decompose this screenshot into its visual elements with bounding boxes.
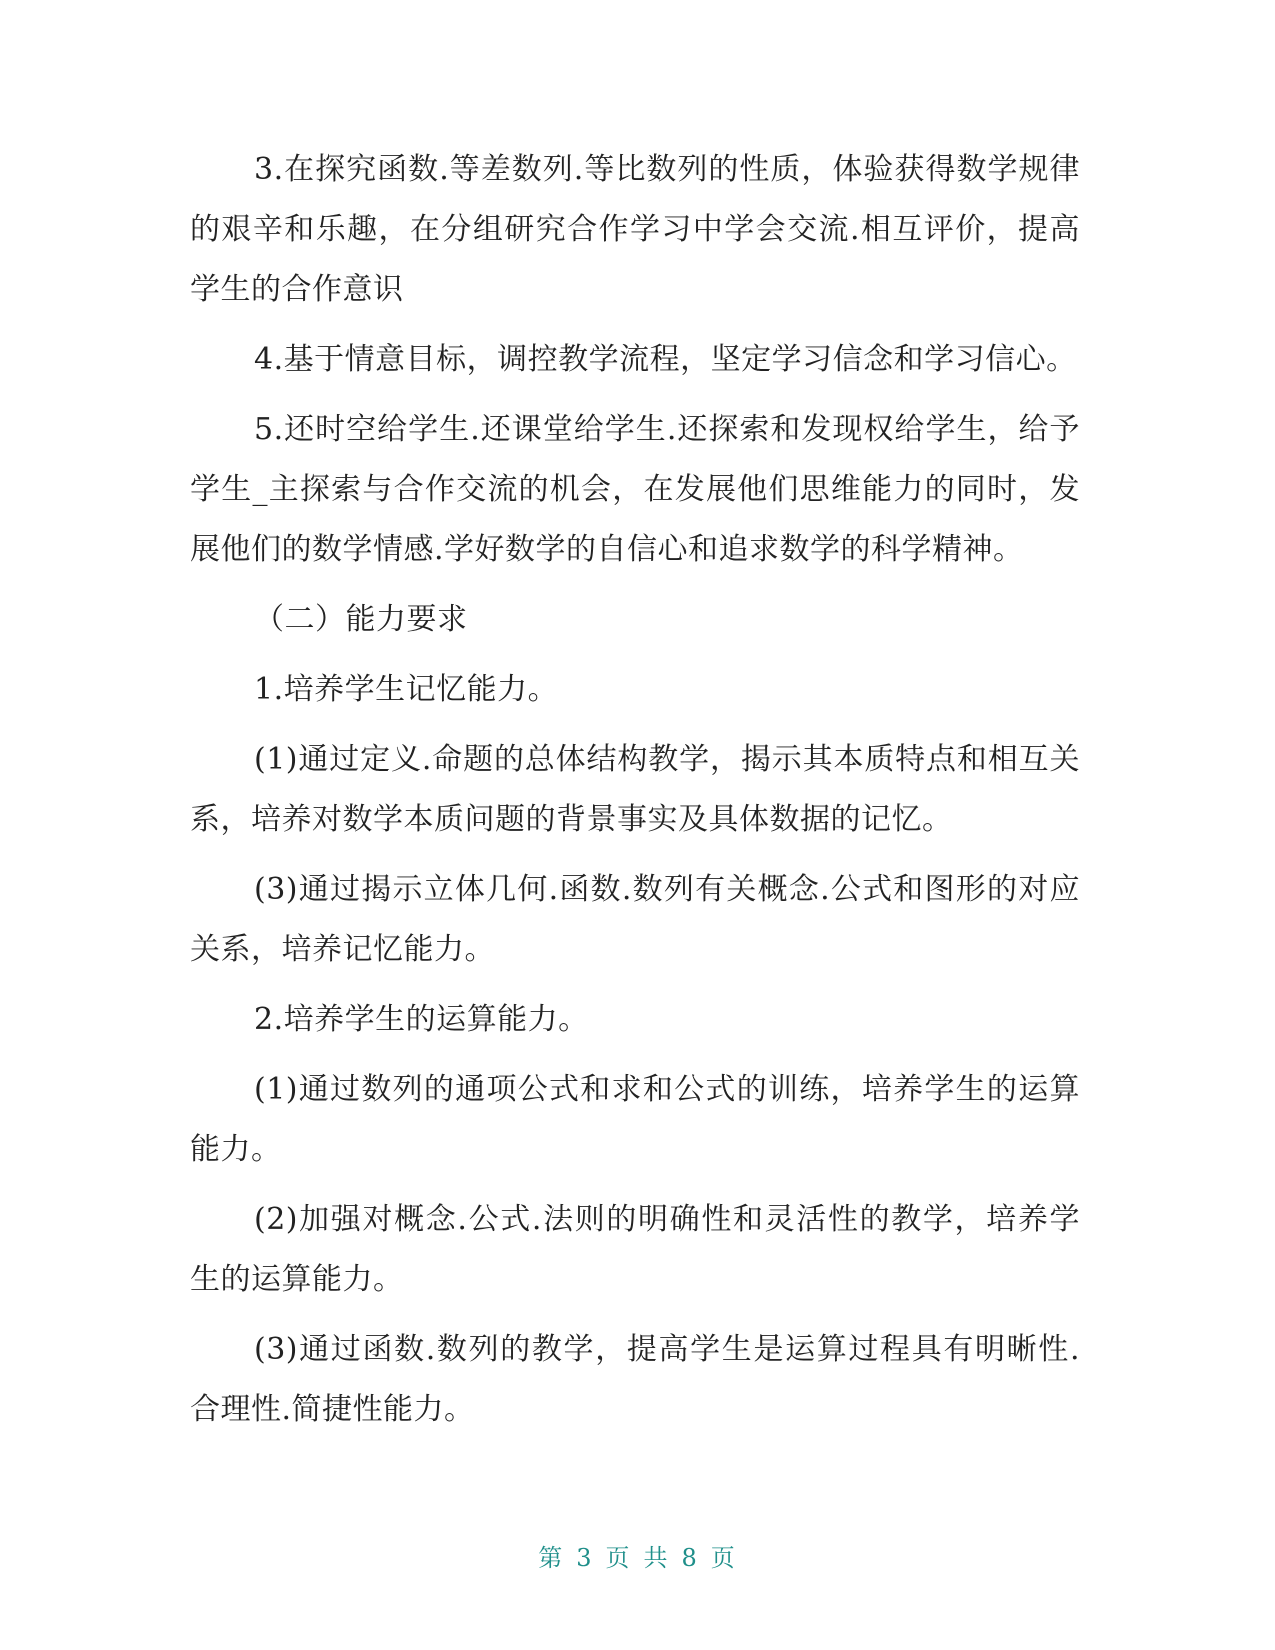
footer-total-pages: 8 bbox=[681, 1544, 699, 1572]
paragraph-memory-ability: 1.培养学生记忆能力。 bbox=[254, 672, 559, 707]
page-footer bbox=[0, 1538, 1275, 1573]
paragraph-calc-ability: 2.培养学生的运算能力。 bbox=[254, 1002, 589, 1037]
paragraph-calc-3: (3)通过函数.数列的教学，提高学生是运算过程具有明晰性.合理性.简捷性能力。 bbox=[190, 1332, 1080, 1427]
paragraph-goal-5: 5.还时空给学生.还课堂给学生.还探索和发现权给学生，给予学生_主探索与合作交流的机会，在发展他们思维能力的同时，发展他们的数学情感.学好数学的自信心和追求数学的科学精神。 bbox=[190, 412, 1080, 567]
footer-total-label: 共 bbox=[643, 1544, 670, 1572]
paragraph-goal-3: 3.在探究函数.等差数列.等比数列的性质，体验获得数学规律的艰辛和乐趣，在分组研究合作学习中学会交流.相互评价，提高学生的合作意识 bbox=[190, 152, 1080, 307]
paragraph-goal-4: 4.基于情意目标，调控教学流程，坚定学习信念和学习信心。 bbox=[254, 342, 1077, 377]
paragraph-calc-1: (1)通过数列的通项公式和求和公式的训练，培养学生的运算能力。 bbox=[190, 1072, 1080, 1167]
paragraph-memory-3: (3)通过揭示立体几何.函数.数列有关概念.公式和图形的对应关系，培养记忆能力。 bbox=[190, 872, 1080, 967]
paragraph-calc-2: (2)加强对概念.公式.法则的明确性和灵活性的教学，培养学生的运算能力。 bbox=[190, 1202, 1080, 1297]
footer-suffix: 页 bbox=[710, 1544, 737, 1572]
footer-prefix: 第 bbox=[538, 1544, 565, 1572]
section-heading-ability: （二）能力要求 bbox=[254, 602, 468, 637]
paragraph-memory-1: (1)通过定义.命题的总体结构教学，揭示其本质特点和相互关系，培养对数学本质问题的背景事实及具体数据的记忆。 bbox=[190, 742, 1080, 837]
footer-current-page: 3 bbox=[576, 1544, 594, 1572]
footer-page-label: 页 bbox=[605, 1544, 632, 1572]
document-body bbox=[190, 140, 1080, 1450]
